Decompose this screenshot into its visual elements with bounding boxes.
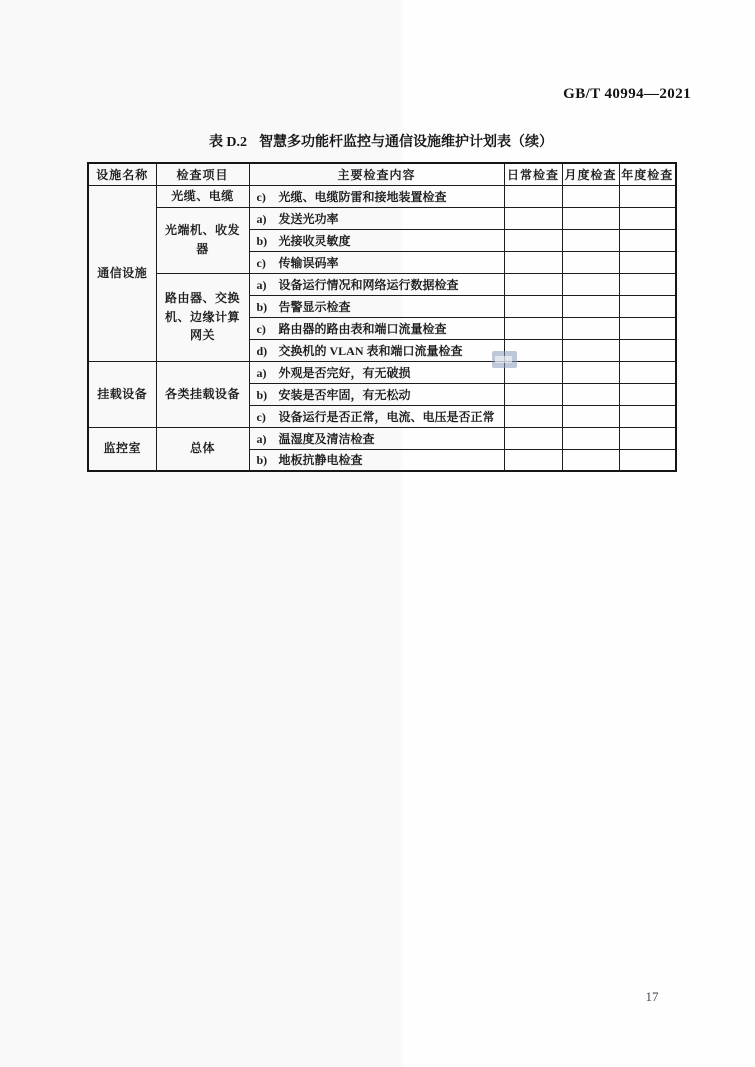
- monthly-check-cell: [562, 295, 619, 317]
- table-header-row: [88, 163, 676, 185]
- monthly-check-cell: [562, 273, 619, 295]
- annual-check-cell: [619, 207, 676, 229]
- content-prefix: c): [256, 255, 266, 270]
- annual-check-cell: [619, 251, 676, 273]
- content-text: 地板抗静电检查: [278, 453, 363, 468]
- maintenance-plan-table: [87, 162, 677, 472]
- col-header-monthly: 月度检查: [562, 163, 619, 185]
- annual-check-cell: [619, 361, 676, 383]
- content-prefix: b): [256, 387, 268, 402]
- monthly-check-cell: [562, 185, 619, 207]
- content-cell: [249, 449, 504, 471]
- content-prefix: b): [256, 233, 268, 248]
- monthly-check-cell: [562, 361, 619, 383]
- watermark-blob: [492, 351, 517, 368]
- col-header-annual: 年度检查: [619, 163, 676, 185]
- annual-check-cell: [619, 383, 676, 405]
- watermark-blob-highlight: [495, 356, 512, 363]
- annual-check-cell: [619, 449, 676, 471]
- facility-cell: 通信设施: [88, 185, 156, 361]
- content-cell: [249, 251, 504, 273]
- daily-check-cell: [504, 427, 562, 449]
- content-cell: [249, 207, 504, 229]
- content-cell: [249, 339, 504, 361]
- daily-check-cell: [504, 229, 562, 251]
- annual-check-cell: [619, 295, 676, 317]
- content-text: 安装是否牢固，有无松动: [278, 387, 411, 402]
- item-cell: 各类挂载设备: [156, 361, 249, 427]
- daily-check-cell: [504, 185, 562, 207]
- monthly-check-cell: [562, 449, 619, 471]
- content-cell: [249, 185, 504, 207]
- daily-check-cell: [504, 207, 562, 229]
- annual-check-cell: [619, 317, 676, 339]
- content-text: 设备运行是否正常，电流、电压是否正常: [278, 409, 495, 424]
- table-title-text: 智慧多功能杆监控与通信设施维护计划表（续）: [259, 135, 554, 150]
- daily-check-cell: [504, 449, 562, 471]
- item-cell: 路由器、交换机、边缘计算网关: [156, 273, 249, 361]
- annual-check-cell: [619, 405, 676, 427]
- content-cell: [249, 361, 504, 383]
- col-header-content: 主要检查内容: [249, 163, 504, 185]
- col-header-item: 检查项目: [156, 163, 249, 185]
- table-row: [88, 185, 676, 207]
- table-row: [88, 207, 676, 229]
- item-cell: 总体: [156, 427, 249, 471]
- content-text: 光接收灵敏度: [278, 233, 351, 248]
- col-header-facility: 设施名称: [88, 163, 156, 185]
- monthly-check-cell: [562, 207, 619, 229]
- annual-check-cell: [619, 229, 676, 251]
- content-prefix: c): [256, 409, 266, 424]
- daily-check-cell: [504, 383, 562, 405]
- daily-check-cell: [504, 317, 562, 339]
- content-text: 温湿度及清洁检查: [278, 431, 375, 446]
- content-text: 路由器的路由表和端口流量检查: [278, 321, 447, 336]
- content-prefix: b): [256, 299, 268, 314]
- monthly-check-cell: [562, 427, 619, 449]
- annual-check-cell: [619, 427, 676, 449]
- content-prefix: d): [256, 343, 268, 358]
- monthly-check-cell: [562, 229, 619, 251]
- content-text: 交换机的 VLAN 表和端口流量检查: [278, 343, 463, 358]
- monthly-check-cell: [562, 405, 619, 427]
- monthly-check-cell: [562, 383, 619, 405]
- content-prefix: a): [256, 431, 267, 446]
- content-prefix: c): [256, 189, 266, 204]
- content-text: 设备运行情况和网络运行数据检查: [278, 277, 459, 292]
- facility-cell: 挂载设备: [88, 361, 156, 427]
- standard-code: GB/T 40994—2021: [563, 86, 691, 102]
- content-text: 发送光功率: [278, 211, 339, 226]
- daily-check-cell: [504, 273, 562, 295]
- daily-check-cell: [504, 405, 562, 427]
- content-cell: [249, 295, 504, 317]
- content-prefix: a): [256, 277, 267, 292]
- table-row: [88, 273, 676, 295]
- table-row: [88, 361, 676, 383]
- content-text: 外观是否完好，有无破损: [278, 365, 411, 380]
- annual-check-cell: [619, 339, 676, 361]
- table-title: [87, 131, 675, 151]
- annual-check-cell: [619, 273, 676, 295]
- content-text: 告警显示检查: [278, 299, 351, 314]
- content-text: 传输误码率: [278, 255, 339, 270]
- content-prefix: a): [256, 365, 267, 380]
- page-number: 17: [645, 989, 659, 1004]
- daily-check-cell: [504, 251, 562, 273]
- monthly-check-cell: [562, 339, 619, 361]
- annual-check-cell: [619, 185, 676, 207]
- facility-cell: 监控室: [88, 427, 156, 471]
- content-cell: [249, 383, 504, 405]
- content-prefix: b): [256, 453, 268, 468]
- table-title-label: 表 D.2: [208, 135, 248, 150]
- daily-check-cell: [504, 295, 562, 317]
- content-cell: [249, 229, 504, 251]
- content-cell: [249, 405, 504, 427]
- monthly-check-cell: [562, 251, 619, 273]
- item-cell: 光缆、电缆: [156, 185, 249, 207]
- content-prefix: c): [256, 321, 266, 336]
- content-cell: [249, 317, 504, 339]
- item-cell: 光端机、收发器: [156, 207, 249, 273]
- content-prefix: a): [256, 211, 267, 226]
- content-cell: [249, 427, 504, 449]
- table-row: [88, 427, 676, 449]
- content-text: 光缆、电缆防雷和接地装置检查: [278, 189, 447, 204]
- monthly-check-cell: [562, 317, 619, 339]
- content-cell: [249, 273, 504, 295]
- col-header-daily: 日常检查: [504, 163, 562, 185]
